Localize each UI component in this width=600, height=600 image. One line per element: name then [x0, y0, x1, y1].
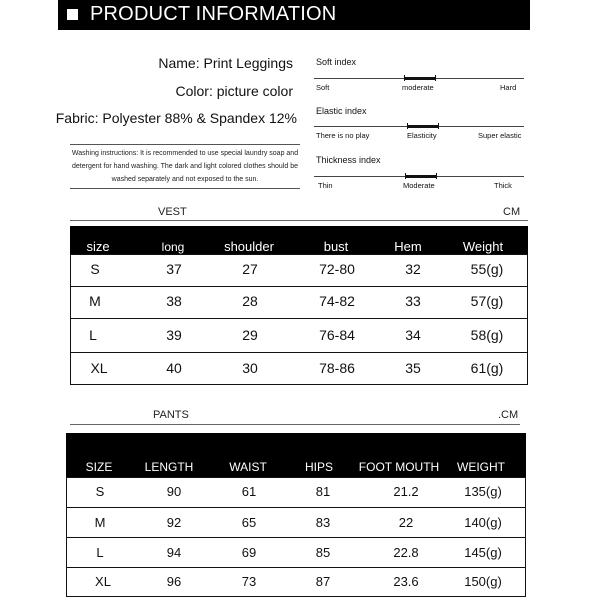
soft-index-label-low: Soft	[316, 83, 330, 92]
pants-cell-length: 94	[166, 545, 182, 560]
vest-unit: CM	[503, 206, 521, 218]
pants-header-size: SIZE	[85, 460, 113, 474]
elastic-index-label-high: Super elastic	[478, 131, 522, 140]
wash-bottom-rule	[70, 188, 300, 189]
pants-cell-weight: 140(g)	[464, 515, 502, 530]
vest-cell-bust: 76-84	[319, 327, 355, 343]
pants-header-length: LENGTH	[144, 460, 194, 474]
vest-row	[70, 254, 528, 287]
vest-header-size: size	[86, 239, 110, 254]
elastic-index-title: Elastic index	[316, 106, 367, 116]
pants-caption: PANTS	[153, 409, 189, 421]
vest-row	[70, 286, 528, 319]
elastic-index-label-low: There is no play	[316, 131, 370, 140]
pants-row	[66, 567, 526, 597]
pants-row	[66, 537, 526, 568]
pants-row	[66, 477, 526, 508]
vest-cell-size: L	[89, 327, 97, 343]
pants-cell-size: L	[96, 545, 104, 560]
elastic-index-tick-left	[407, 123, 408, 129]
pants-cell-hips: 85	[315, 545, 331, 560]
vest-cell-long: 39	[166, 327, 182, 343]
thickness-index-label-mid: Moderate	[403, 181, 435, 190]
pants-header-hips: HIPS	[304, 460, 334, 474]
vest-cell-shoulder: 30	[242, 360, 258, 376]
vest-cell-shoulder: 29	[242, 327, 258, 343]
pants-row	[66, 507, 526, 538]
vest-header-shoulder: shoulder	[224, 239, 274, 254]
vest-cell-hem: 32	[405, 261, 421, 277]
pants-cell-length: 90	[166, 484, 182, 499]
vest-cell-bust: 74-82	[319, 293, 355, 309]
pants-cell-hips: 81	[315, 484, 331, 499]
vest-cell-long: 38	[166, 293, 182, 309]
pants-cell-length: 92	[166, 515, 182, 530]
vest-row	[70, 318, 528, 353]
vest-caption: VEST	[158, 206, 187, 218]
soft-index-label-high: Hard	[500, 83, 517, 92]
vest-header-long: long	[161, 240, 185, 254]
product-fabric: Fabric: Polyester 88% & Spandex 12%	[55, 110, 297, 126]
thickness-index-title: Thickness index	[316, 155, 381, 165]
thickness-index-label-high: Thick	[494, 181, 512, 190]
vest-cell-long: 37	[166, 261, 182, 277]
vest-cell-size: S	[90, 261, 100, 277]
pants-cell-size: S	[95, 484, 105, 499]
pants-cell-size: M	[94, 515, 106, 530]
vest-cell-long: 40	[166, 360, 182, 376]
vest-cell-size: XL	[90, 360, 108, 376]
square-icon	[67, 9, 78, 20]
header-bar	[58, 0, 530, 30]
washing-instructions: Washing instructions: It is recommended to use special laundry soap and detergent for hand washing. The dark and light colored clothes should be washed separately and not exposed to the sun.	[71, 150, 299, 183]
vest-cell-hem: 33	[405, 293, 421, 309]
pants-cell-length: 96	[166, 574, 182, 589]
vest-cell-weight: 58(g)	[470, 327, 504, 343]
pants-cell-size: XL	[95, 574, 111, 589]
vest-cell-weight: 57(g)	[470, 293, 504, 309]
page-title: PRODUCT INFORMATION	[90, 3, 337, 25]
vest-cell-weight: 55(g)	[470, 261, 504, 277]
pants-cell-weight: 150(g)	[464, 574, 502, 589]
vest-header-weight: Weight	[462, 239, 504, 254]
thickness-index-tick-left	[405, 173, 406, 179]
soft-index-label-mid: moderate	[402, 83, 434, 92]
vest-header-row	[70, 226, 528, 254]
soft-index-title: Soft index	[316, 57, 357, 67]
pants-cell-waist: 73	[241, 574, 257, 589]
pants-caption-rule	[70, 424, 520, 425]
thickness-index-marker	[405, 175, 437, 178]
vest-cell-shoulder: 28	[242, 293, 258, 309]
vest-cell-bust: 78-86	[319, 360, 355, 376]
elastic-index-tick-right	[438, 123, 439, 129]
elastic-index-label-mid: Elasticity	[407, 131, 437, 140]
vest-cell-weight: 61(g)	[470, 360, 504, 376]
pants-cell-foot-mouth: 22.8	[393, 545, 419, 560]
pants-header-row	[66, 433, 526, 477]
pants-cell-foot-mouth: 21.2	[393, 484, 419, 499]
pants-unit: .CM	[498, 409, 519, 421]
vest-cell-size: M	[89, 293, 101, 309]
pants-cell-hips: 87	[315, 574, 331, 589]
product-name: Name: Print Leggings	[158, 55, 293, 71]
vest-header-bust: bust	[323, 239, 349, 254]
vest-header-hem: Hem	[394, 239, 422, 254]
vest-cell-hem: 35	[405, 360, 421, 376]
soft-index-tick-left	[404, 75, 405, 81]
soft-index-marker	[404, 77, 436, 80]
vest-cell-bust: 72-80	[319, 261, 355, 277]
pants-cell-foot-mouth: 23.6	[393, 574, 419, 589]
vest-cell-hem: 34	[405, 327, 421, 343]
thickness-index-label-low: Thin	[318, 181, 333, 190]
pants-cell-waist: 69	[241, 545, 257, 560]
elastic-index-marker	[407, 125, 439, 128]
pants-cell-hips: 83	[315, 515, 331, 530]
pants-cell-waist: 61	[241, 484, 257, 499]
vest-cell-shoulder: 27	[242, 261, 258, 277]
vest-row	[70, 352, 528, 385]
thickness-index-tick-right	[436, 173, 437, 179]
pants-cell-weight: 145(g)	[464, 545, 502, 560]
pants-header-waist: WAIST	[229, 460, 267, 474]
soft-index-tick-right	[435, 75, 436, 81]
pants-cell-foot-mouth: 22	[398, 515, 414, 530]
product-color: Color: picture color	[175, 83, 293, 99]
pants-header-weight: WEIGHT	[457, 460, 505, 474]
pants-cell-waist: 65	[241, 515, 257, 530]
pants-cell-weight: 135(g)	[464, 484, 502, 499]
wash-top-rule	[70, 144, 300, 145]
pants-header-foot-mouth: FOOT MOUTH	[358, 460, 440, 474]
vest-caption-rule	[70, 220, 528, 221]
